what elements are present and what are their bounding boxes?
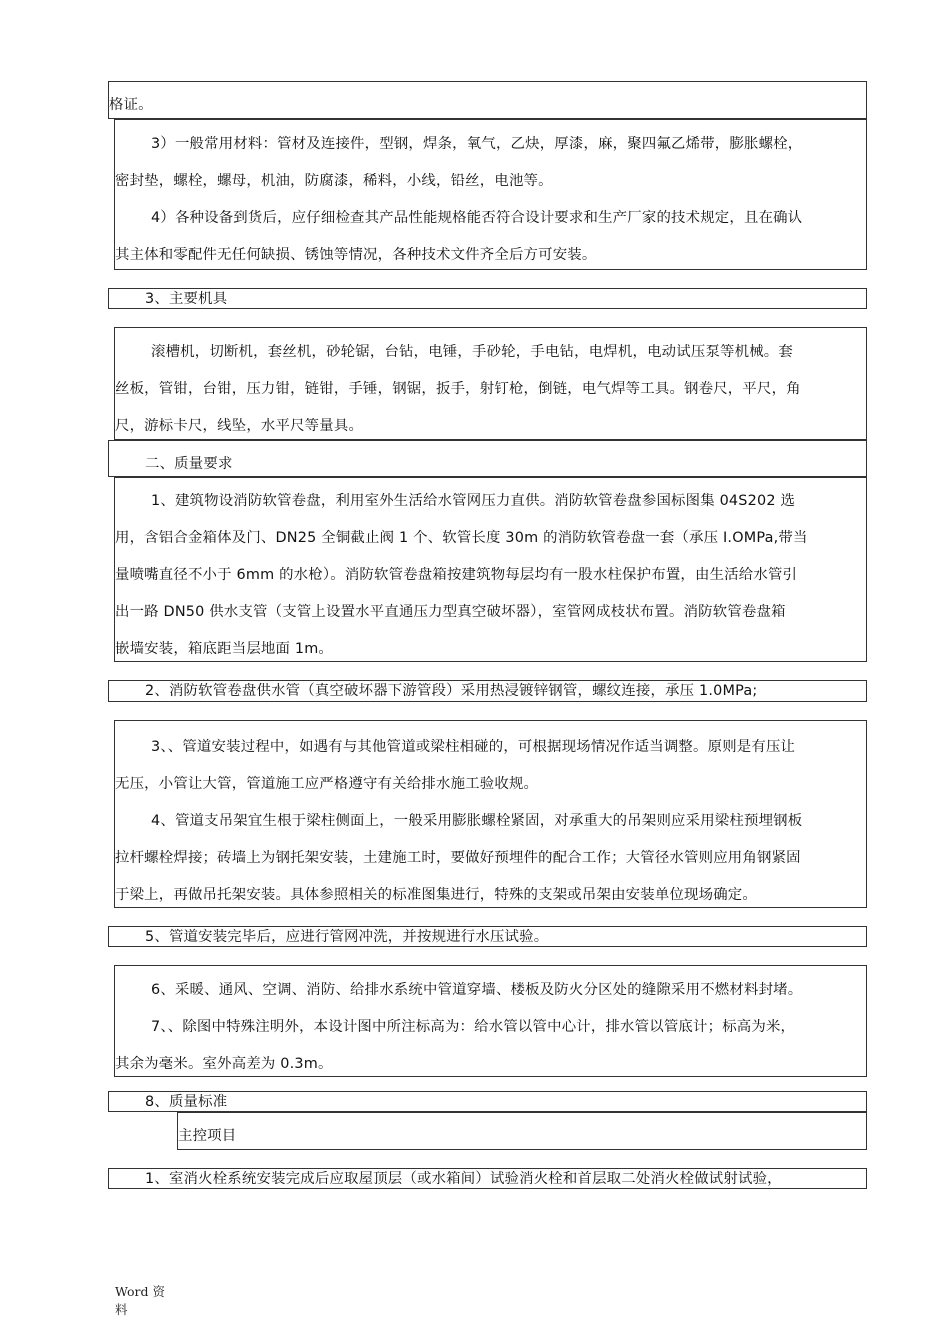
doc-line: 5、管道安装完毕后，应进行管网冲洗，并按规进行水压试验。 bbox=[145, 929, 549, 945]
doc-block-5 bbox=[108, 440, 867, 477]
doc-block-3 bbox=[108, 288, 867, 309]
doc-block-12 bbox=[177, 1112, 867, 1150]
doc-line: 3）一般常用材料：管材及连接件，型钢，焊条，氧气，乙炔，厚漆，麻，聚四氟乙烯带，膨胀螺栓， bbox=[151, 136, 803, 152]
doc-line: 7、、除图中特殊注明外，本设计图中所注标高为：给水管以管中心计，排水管以管底计；标高为米， bbox=[151, 1019, 796, 1035]
doc-line: 用，含铝合金箱体及门、DN25 全铜截止阀 1 个、软管长度 30m 的消防软管卷盘一套（承压 I.OMPa,带当 bbox=[115, 530, 808, 546]
footer-line: Word 资 bbox=[115, 1284, 165, 1299]
doc-line: 于梁上，再做吊托架安装。具体参照相关的标准图集进行，特殊的支架或吊架由安装单位现场确定。 bbox=[115, 887, 757, 903]
doc-line: 3、、管道安装过程中，如遇有与其他管道或梁柱相碰的，可根据现场情况作适当调整。原则是有压让 bbox=[151, 739, 796, 755]
doc-line: 密封垫，螺栓，螺母，机油，防腐漆，稀料，小线，铅丝，电池等。 bbox=[115, 173, 553, 189]
section-heading: 8、质量标准 bbox=[145, 1094, 228, 1110]
doc-block-2 bbox=[114, 119, 867, 270]
doc-block-6 bbox=[114, 477, 867, 662]
doc-block-4 bbox=[114, 327, 867, 440]
doc-line: 量喷嘴直径不小于 6mm 的水枪）。消防软管卷盘箱按建筑物每层均有一股水柱保护布置，由生活给水管引 bbox=[115, 567, 798, 583]
doc-block-10 bbox=[114, 965, 867, 1077]
doc-line: 其主体和零配件无任何缺损、锈蚀等情况，各种技术文件齐全后方可安装。 bbox=[115, 247, 597, 263]
section-heading: 3、主要机具 bbox=[145, 291, 228, 307]
doc-line: 嵌墙安装，箱底距当层地面 1m。 bbox=[115, 641, 334, 657]
doc-line: 丝板，管钳，台钳，压力钳，链钳，手锤，钢锯，扳手，射钉枪，倒链，电气焊等工具。钢卷尺，平尺，角 bbox=[115, 381, 801, 397]
footer-line: 料 bbox=[115, 1302, 128, 1317]
doc-line: 拉杆螺栓焊接；砖墙上为钢托架安装，土建施工时，要做好预埋件的配合工作；大管径水管则应用角钢紧固 bbox=[115, 850, 801, 866]
doc-line: 格证。 bbox=[109, 97, 153, 113]
doc-block-13 bbox=[108, 1168, 867, 1189]
section-heading: 二、质量要求 bbox=[145, 456, 233, 472]
doc-block-8 bbox=[114, 720, 867, 908]
doc-line: 无压，小管让大管，管道施工应严格遵守有关给排水施工验收规。 bbox=[115, 776, 539, 792]
doc-line: 尺，游标卡尺，线坠，水平尺等量具。 bbox=[115, 418, 364, 434]
doc-line: 6、采暖、通风、空调、消防、给排水系统中管道穿墙、楼板及防火分区处的缝隙采用不燃材料封堵。 bbox=[151, 982, 803, 998]
doc-line: 2、消防软管卷盘供水管（真空破坏器下游管段）采用热浸镀锌钢管，螺纹连接，承压 1.0MPa; bbox=[145, 683, 758, 699]
doc-line: 4、管道支吊架宜生根于梁柱侧面上，一般采用膨胀螺栓紧固，对承重大的吊架则应采用梁柱预埋钢板 bbox=[151, 813, 803, 829]
doc-block-9 bbox=[108, 926, 867, 947]
doc-line: 1、建筑物设消防软管卷盘，利用室外生活给水管网压力直供。消防软管卷盘参国标图集 04S202 选 bbox=[151, 493, 796, 509]
doc-line: 出一路 DN50 供水支管（支管上设置水平直通压力型真空破坏器），室管网成枝状布置。消防软管卷盘箱 bbox=[115, 604, 786, 620]
subsection-heading: 主控项目 bbox=[178, 1128, 237, 1144]
doc-block-11 bbox=[108, 1091, 867, 1112]
doc-line: 滚槽机，切断机，套丝机，砂轮锯，台钻，电锤，手砂轮，手电钻，电焊机，电动试压泵等机械。套 bbox=[151, 344, 793, 360]
doc-block-7 bbox=[108, 680, 867, 702]
doc-line: 其余为毫米。室外高差为 0.3m。 bbox=[115, 1056, 333, 1072]
doc-block-1 bbox=[108, 81, 867, 119]
page-footer bbox=[115, 1283, 175, 1319]
doc-line: 4）各种设备到货后，应仔细检查其产品性能规格能否符合设计要求和生产厂家的技术规定，且在确认 bbox=[151, 210, 803, 226]
doc-line: 1、室消火栓系统安装完成后应取屋顶层（或水箱间）试验消火栓和首层取二处消火栓做试射试验， bbox=[145, 1171, 782, 1187]
